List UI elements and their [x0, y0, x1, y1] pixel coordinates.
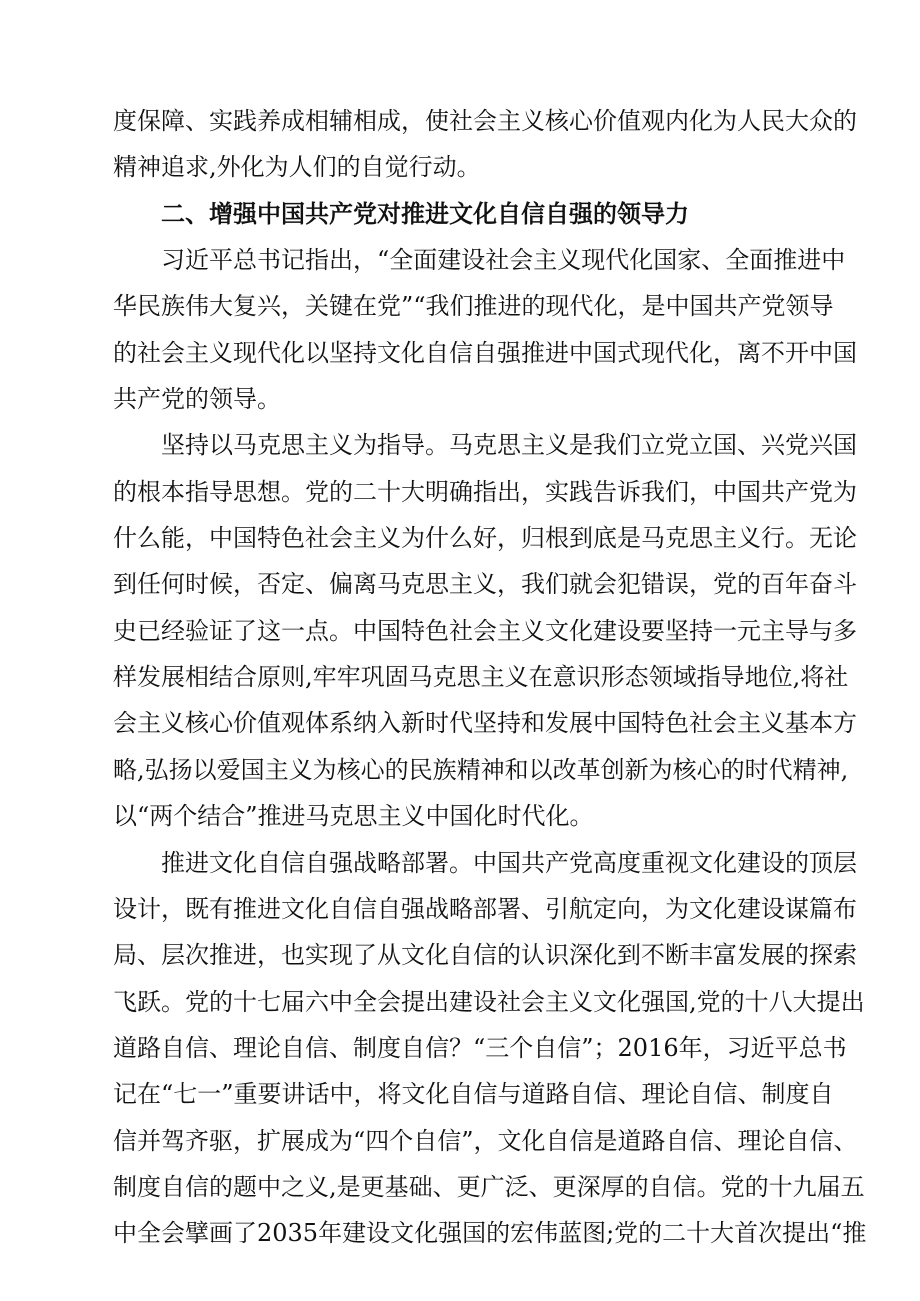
text-line: 习近平总书记指出，“全面建设社会主义现代化国家、全面推进中 — [161, 246, 846, 275]
text-line: 记在“七一”重要讲话中，将文化自信与道路自信、理论自信、制度自 — [113, 1080, 834, 1109]
document-page — [113, 98, 867, 1257]
text-line: 史已经验证了这一点。中国特色社会主义文化建设要坚持一元主导与多 — [113, 616, 857, 645]
text-line: 华民族伟大复兴，关键在党”“我们推进的现代化，是中国共产党领导 — [113, 292, 834, 321]
text-line: 中全会擘画了2035年建设文化强国的宏伟蓝图;党的二十大首次提出“推 — [113, 1219, 867, 1248]
text-line: 度保障、实践养成相辅相成，使社会主义核心价值观内化为人民大众的 — [113, 107, 857, 135]
text-line: 以“两个结合”推进马克思主义中国化时代化。 — [113, 802, 594, 831]
text-line: 什么能，中国特色社会主义为什么好，归根到底是马克思主义行。无论 — [113, 524, 857, 553]
text-line: 样发展相结合原则,牢牢巩固马克思主义在意识形态领域指导地位,将社 — [113, 663, 849, 692]
text-line: 的根本指导思想。党的二十大明确指出，实践告诉我们，中国共产党为 — [113, 477, 857, 506]
text-line: 道路自信、理论自信、制度自信？“三个自信”；2016年，习近平总书 — [113, 1033, 847, 1062]
text-line: 到任何时候，否定、偏离马克思主义，我们就会犯错误，党的百年奋斗 — [113, 570, 857, 599]
text-line: 信并驾齐驱，扩展成为“四个自信”，文化自信是道路自信、理论自信、 — [113, 1126, 858, 1155]
text-line: 的社会主义现代化以坚持文化自信自强推进中国式现代化，离不开中国 — [113, 338, 857, 367]
text-line: 推进文化自信自强战略部署。中国共产党高度重视文化建设的顶层 — [161, 848, 857, 877]
text-line: 制度自信的题中之义,是更基础、更广泛、更深厚的自信。党的十九届五 — [113, 1172, 865, 1201]
text-line: 坚持以马克思主义为指导。马克思主义是我们立党立国、兴党兴国 — [161, 431, 857, 460]
text-line: 设计，既有推进文化自信自强战略部署、引航定向，为文化建设谋篇布 — [113, 894, 857, 923]
text-line: 会主义核心价值观体系纳入新时代坚持和发展中国特色社会主义基本方 — [113, 709, 857, 738]
text-line: 精神追求,外化为人们的自觉行动。 — [113, 153, 481, 182]
text-line: 共产党的领导。 — [113, 385, 281, 414]
text-line: 局、层次推进，也实现了从文化自信的认识深化到不断丰富发展的探索 — [113, 941, 857, 970]
text-line: 飞跃。党的十七届六中全会提出建设社会主义文化强国,党的十八大提出 — [113, 987, 865, 1016]
section-heading: 二、增强中国共产党对推进文化自信自强的领导力 — [161, 199, 689, 228]
text-line: 略,弘扬以爱国主义为核心的民族精神和以改革创新为核心的时代精神, — [113, 755, 849, 784]
